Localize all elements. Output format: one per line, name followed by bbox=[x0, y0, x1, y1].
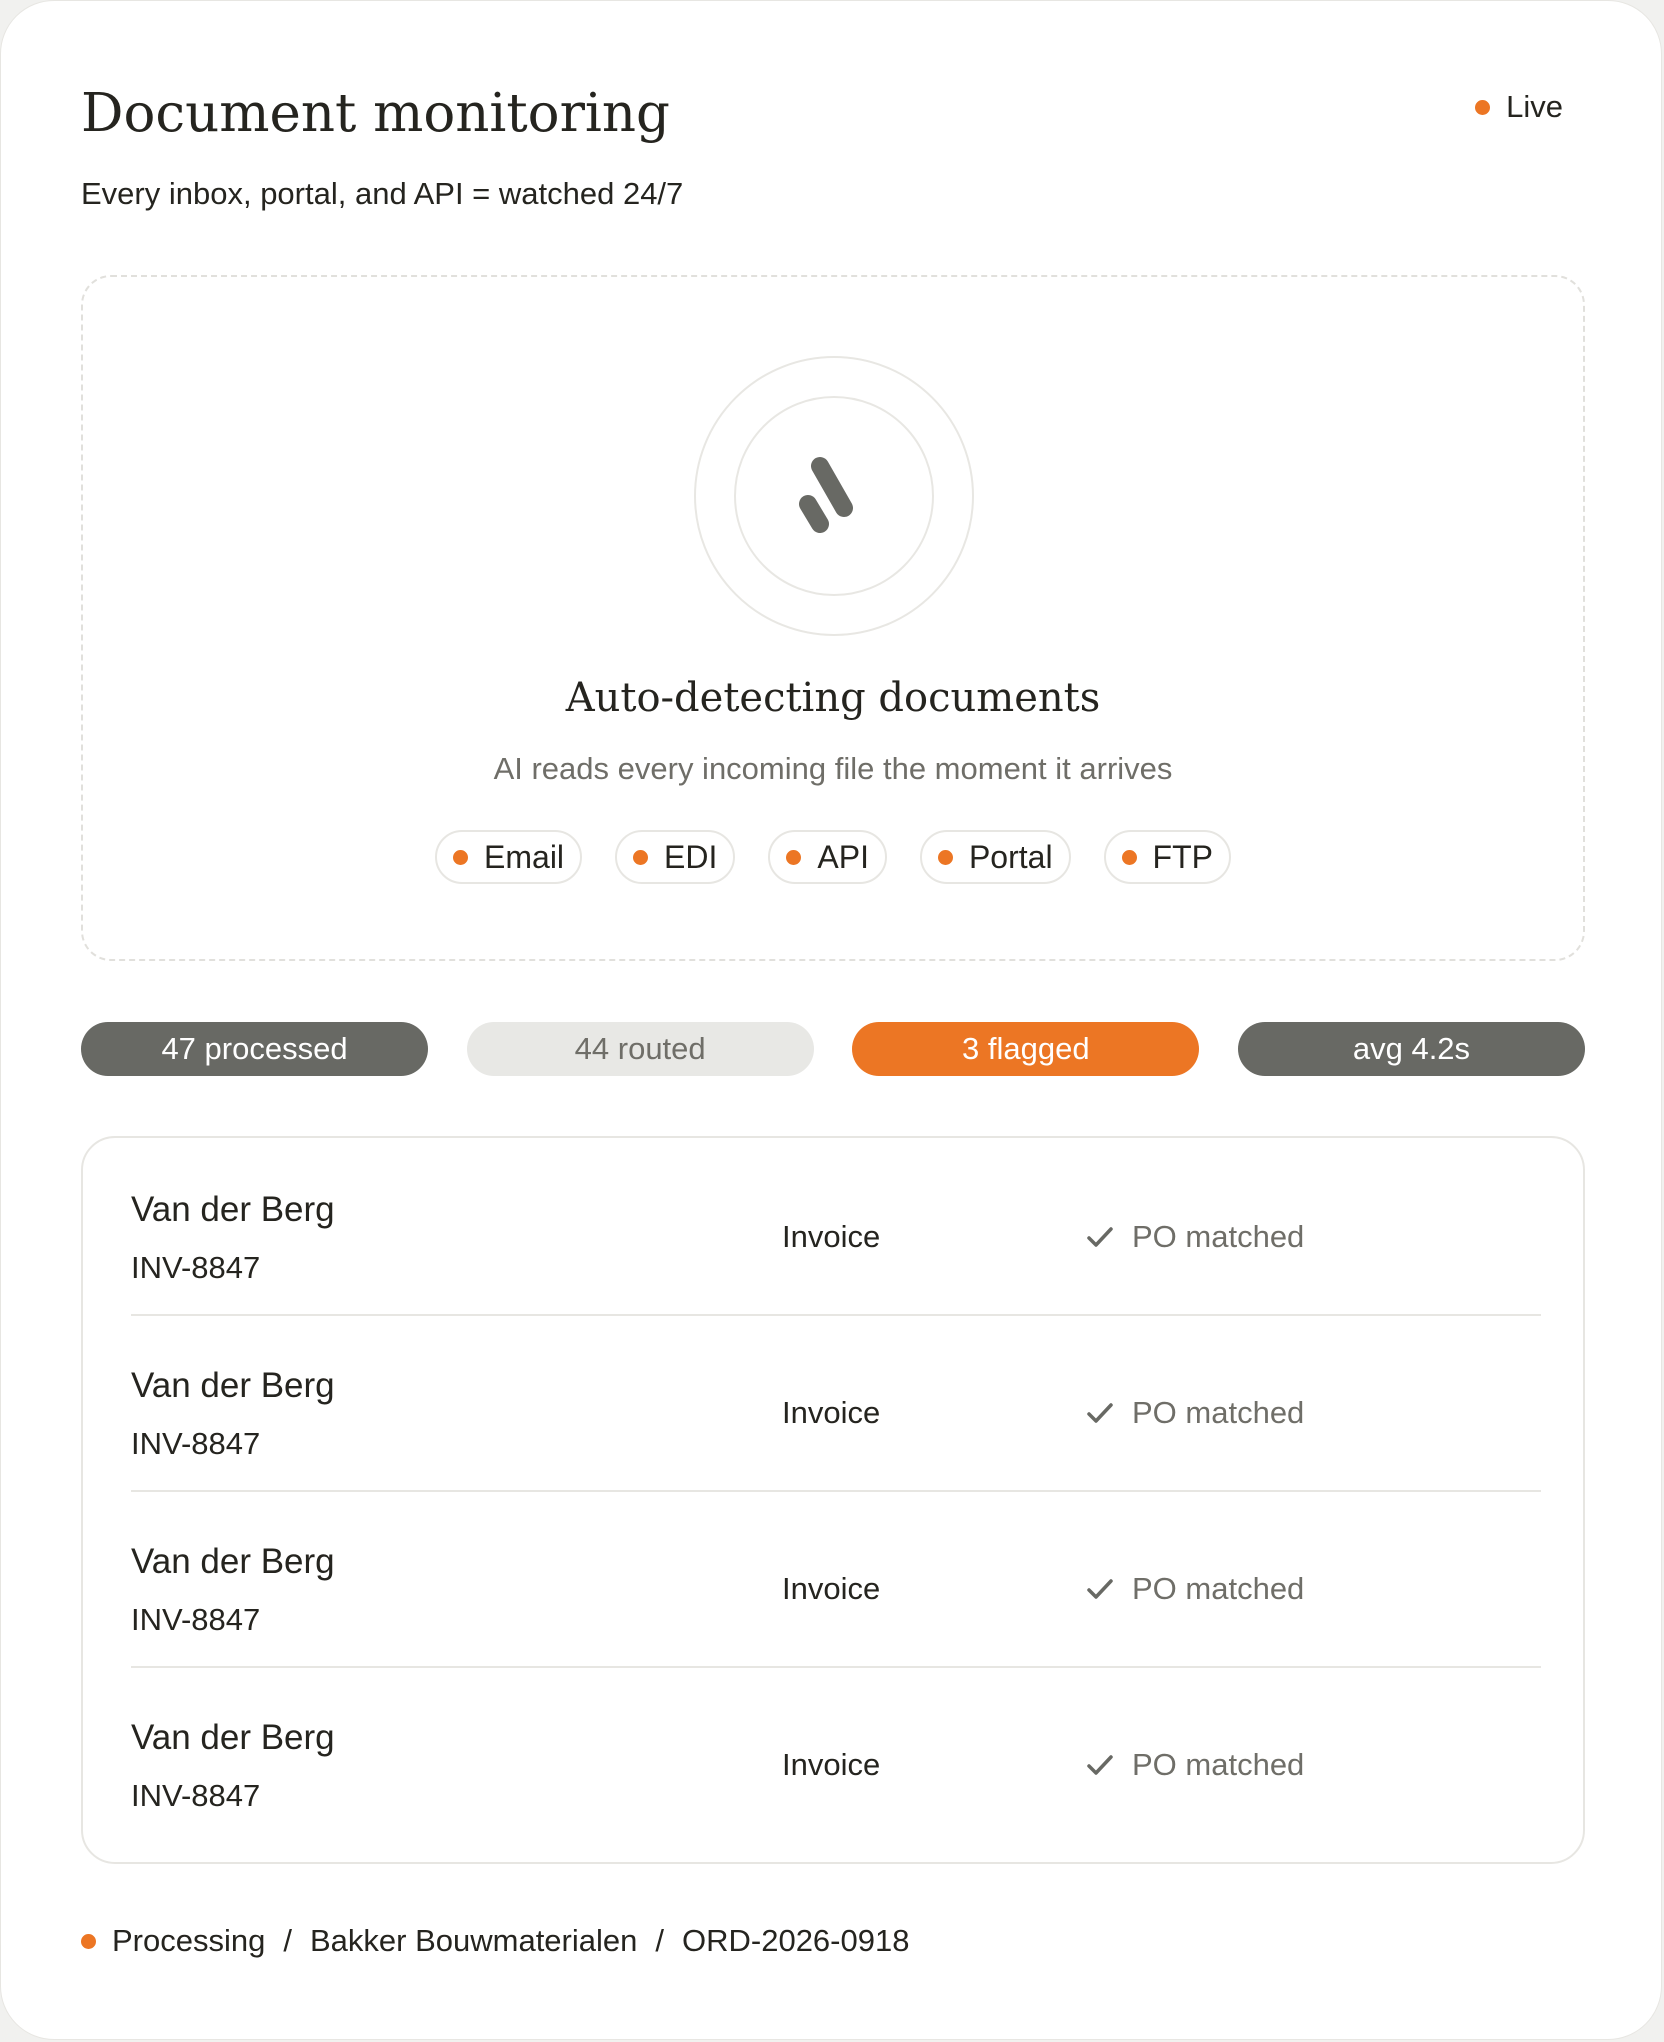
source-label: API bbox=[817, 838, 869, 875]
table-row[interactable] bbox=[131, 1490, 1541, 1666]
source-list bbox=[83, 830, 1583, 884]
source-label: Portal bbox=[968, 838, 1053, 875]
check-icon bbox=[1084, 1221, 1116, 1253]
source-chip-portal[interactable] bbox=[920, 830, 1071, 884]
match-status bbox=[1084, 1571, 1304, 1607]
source-chip-ftp[interactable] bbox=[1104, 830, 1231, 884]
document-type: Invoice bbox=[782, 1395, 881, 1430]
source-dot-icon bbox=[786, 850, 801, 865]
source-chip-email[interactable] bbox=[435, 830, 582, 884]
flagged-count-badge[interactable]: 3 flagged bbox=[852, 1022, 1199, 1076]
match-status-label: PO matched bbox=[1132, 1571, 1305, 1606]
brand-logo-icon bbox=[784, 446, 884, 546]
vendor-name: Van der Berg bbox=[131, 1190, 335, 1229]
processing-stats bbox=[81, 1022, 1585, 1076]
breadcrumb-order[interactable]: ORD-2026-0918 bbox=[682, 1923, 910, 1958]
breadcrumb-separator: / bbox=[283, 1923, 292, 1958]
dropzone-title: Auto-detecting documents bbox=[565, 675, 1101, 721]
page-title: Document monitoring bbox=[81, 83, 670, 144]
page-subtitle: Every inbox, portal, and API = watched 24/7 bbox=[81, 176, 684, 211]
document-number: INV-8847 bbox=[131, 1426, 261, 1461]
document-type: Invoice bbox=[782, 1219, 881, 1254]
documents-table bbox=[81, 1136, 1585, 1864]
average-time-badge[interactable]: avg 4.2s bbox=[1238, 1022, 1585, 1076]
source-dot-icon bbox=[938, 850, 953, 865]
table-row[interactable] bbox=[131, 1138, 1541, 1314]
processing-status-dot-icon bbox=[81, 1934, 96, 1949]
document-dropzone[interactable] bbox=[81, 275, 1585, 961]
match-status-label: PO matched bbox=[1132, 1747, 1305, 1782]
table-row[interactable] bbox=[131, 1314, 1541, 1490]
vendor-name: Van der Berg bbox=[131, 1542, 335, 1581]
match-status bbox=[1084, 1219, 1304, 1255]
processing-breadcrumb bbox=[81, 1923, 909, 1959]
vendor-name: Van der Berg bbox=[131, 1718, 335, 1757]
dropzone-description: AI reads every incoming file the moment it arrives bbox=[493, 751, 1173, 786]
source-chip-api[interactable] bbox=[768, 830, 887, 884]
source-dot-icon bbox=[1122, 850, 1137, 865]
source-dot-icon bbox=[453, 850, 468, 865]
document-type: Invoice bbox=[782, 1747, 881, 1782]
source-label: FTP bbox=[1152, 838, 1213, 875]
source-dot-icon bbox=[633, 850, 648, 865]
status-dot-icon bbox=[1475, 100, 1490, 115]
routed-count-badge[interactable]: 44 routed bbox=[467, 1022, 814, 1076]
match-status-label: PO matched bbox=[1132, 1219, 1305, 1254]
breadcrumb-processing[interactable]: Processing bbox=[112, 1923, 266, 1958]
live-status bbox=[1475, 89, 1563, 125]
check-icon bbox=[1084, 1749, 1116, 1781]
source-chip-edi[interactable] bbox=[615, 830, 735, 884]
check-icon bbox=[1084, 1397, 1116, 1429]
vendor-name: Van der Berg bbox=[131, 1366, 335, 1405]
document-number: INV-8847 bbox=[131, 1778, 261, 1813]
source-label: EDI bbox=[664, 838, 718, 875]
table-row[interactable] bbox=[131, 1666, 1541, 1842]
live-status-label: Live bbox=[1506, 89, 1563, 124]
document-number: INV-8847 bbox=[131, 1250, 261, 1285]
breadcrumb-customer[interactable]: Bakker Bouwmaterialen bbox=[309, 1923, 638, 1958]
match-status-label: PO matched bbox=[1132, 1395, 1305, 1430]
match-status bbox=[1084, 1747, 1304, 1783]
breadcrumb-separator: / bbox=[655, 1923, 664, 1958]
document-number: INV-8847 bbox=[131, 1602, 261, 1637]
document-type: Invoice bbox=[782, 1571, 881, 1606]
match-status bbox=[1084, 1395, 1304, 1431]
source-label: Email bbox=[484, 838, 565, 875]
check-icon bbox=[1084, 1573, 1116, 1605]
processed-count-badge[interactable]: 47 processed bbox=[81, 1022, 428, 1076]
